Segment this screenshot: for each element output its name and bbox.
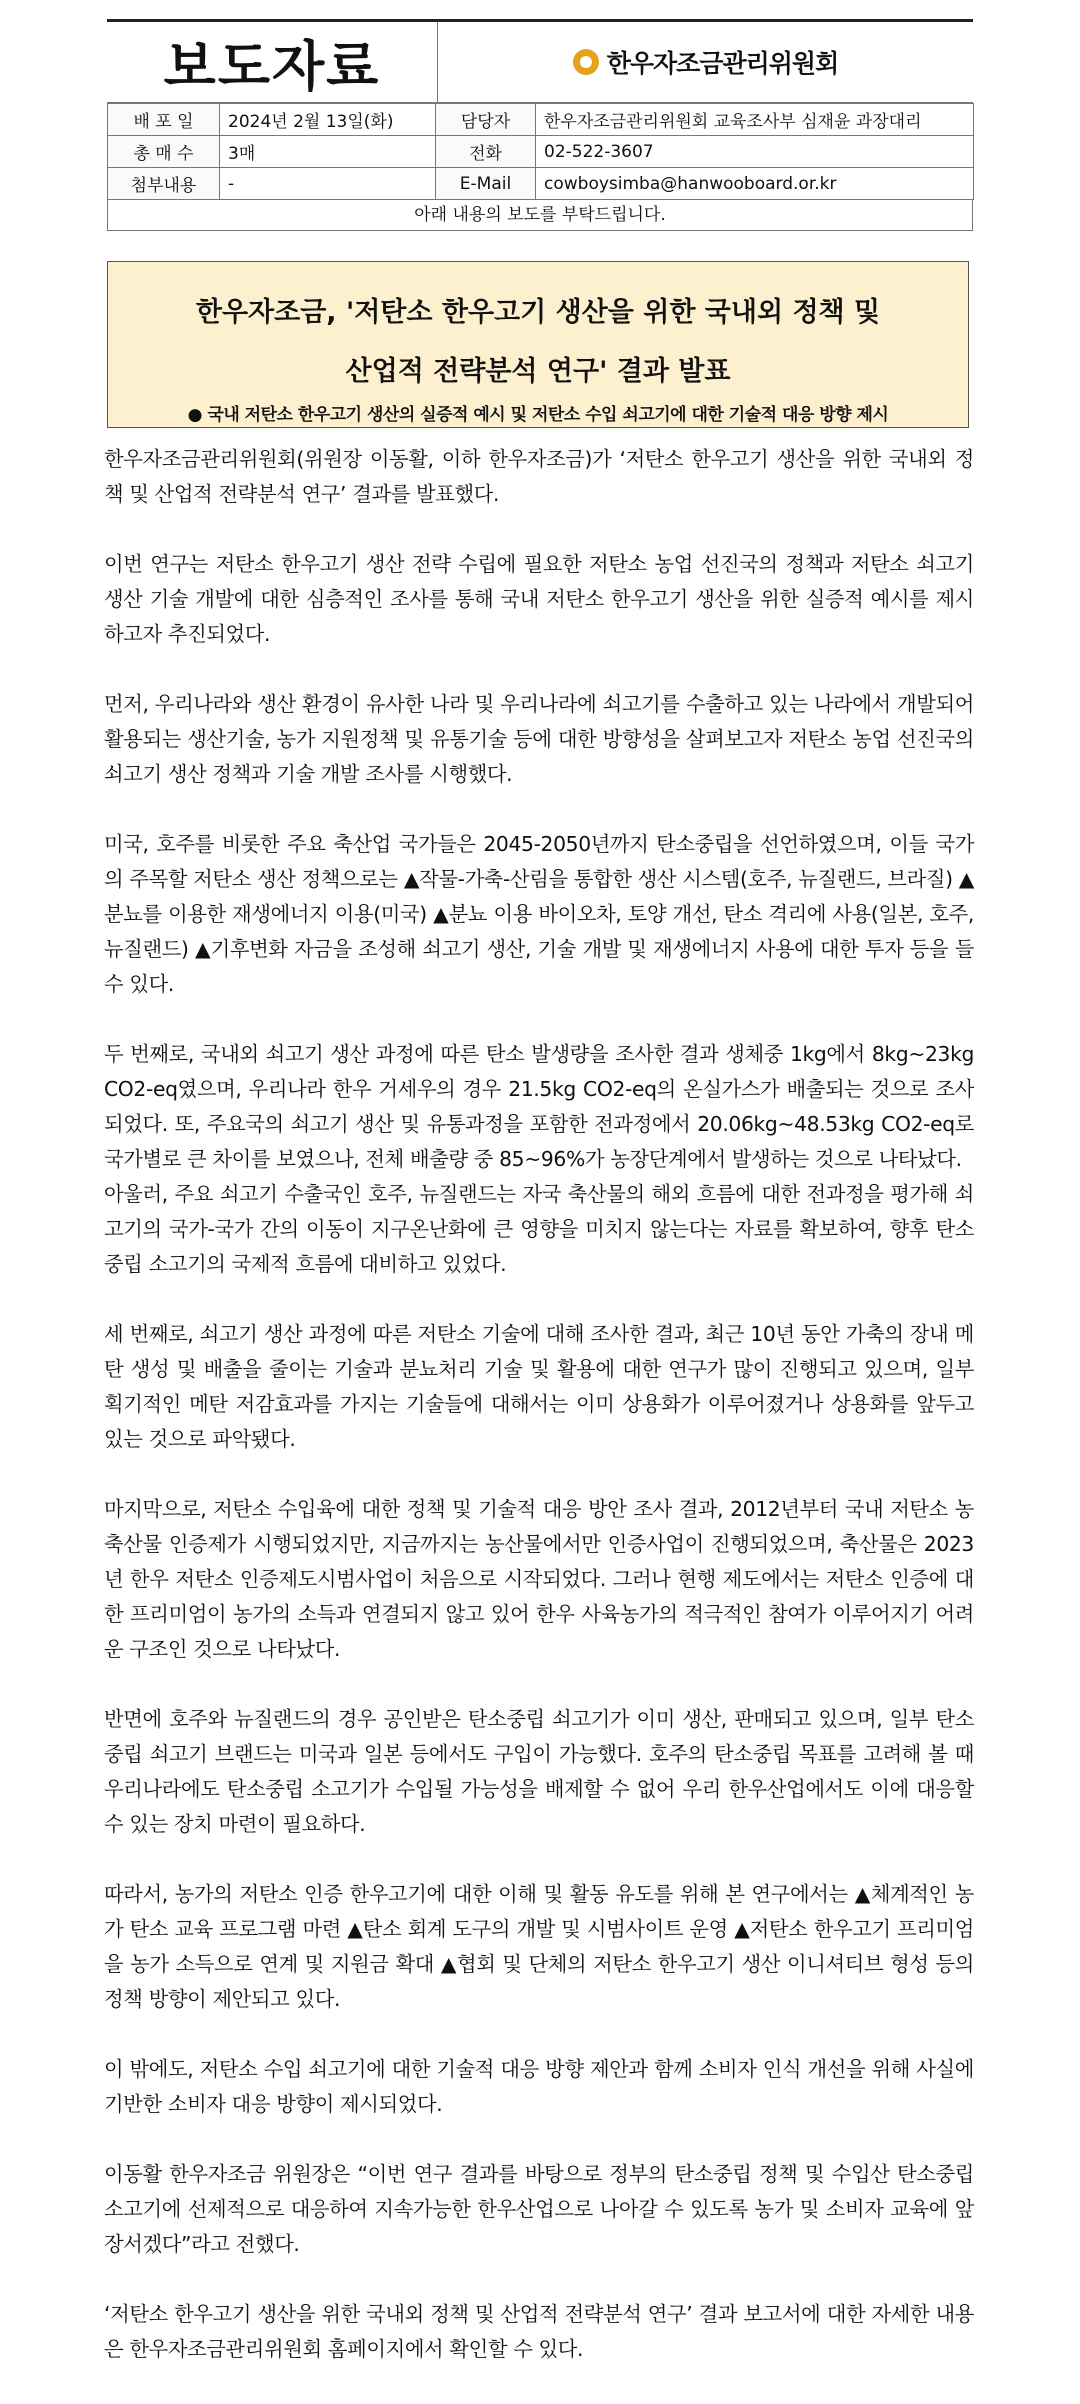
paragraph: 따라서, 농가의 저탄소 인증 한우고기에 대한 이해 및 활동 유도를 위해 본 연구에서는 ▲체계적인 농가 탄소 교육 프로그램 마련 ▲탄소 회계 도구의 개발 및 시범사이트 운영 ▲저탄소 한우고기 프리미엄을 농가 소득으로 연계 및 지원금 확대 ▲협회 및 단체의 저탄소 한우고기 생산 이니셔티브 형성 등의 정책 방향이 제안되고 있다.: [104, 1882, 974, 2011]
label-release-date: 배 포 일: [108, 104, 220, 136]
info-row-pages: [108, 136, 974, 168]
paragraph: 먼저, 우리나라와 생산 환경이 유사한 나라 및 우리나라에 쇠고기를 수출하고 있는 나라에서 개발되어 활용되는 생산기술, 농가 지원정책 및 유통기술 등에 대한 방향성을 살펴보고자 저탄소 농업 선진국의 쇠고기 생산 정책과 기술 개발 조사를 시행했다.: [104, 692, 974, 786]
label-phone: 전화: [436, 136, 536, 168]
value-contact-person: 한우자조금관리위원회 교육조사부 심재윤 과장대리: [536, 104, 974, 136]
headline-line-1: 한우자조금, '저탄소 한우고기 생산을 위한 국내외 정책 및: [195, 297, 881, 328]
paragraph: 한우자조금관리위원회(위원장 이동활, 이하 한우자조금)가 ‘저탄소 한우고기 생산을 위한 국내외 정책 및 산업적 전략분석 연구’ 결과를 발표했다.: [104, 447, 974, 506]
paragraph: 두 번째로, 국내외 쇠고기 생산 과정에 따른 탄소 발생량을 조사한 결과 생체중 1kg에서 8kg~23kg CO2-eq였으며, 우리나라 한우 거세우의 경우 21.5kg CO2-eq의 온실가스가 배출되는 것으로 조사되었다. 또, 주요국의 쇠고기 생산 및 유통과정을 포함한 전과정에서 20.06kg~48.53kg CO2-eq로 국가별로 큰 차이를 보였으나, 전체 배출량 중 85~96%가 농장단계에서 발생하는 것으로 나타났다.: [104, 1042, 974, 1171]
article-body: [104, 442, 974, 2402]
value-release-date: 2024년 2월 13일(화): [220, 104, 436, 136]
info-row-date: [108, 104, 974, 136]
release-info-table: [107, 103, 974, 200]
paragraph: ‘저탄소 한우고기 생산을 위한 국내외 정책 및 산업적 전략분석 연구’ 결과 보고서에 대한 자세한 내용은 한우자조금관리위원회 홈페이지에서 확인할 수 있다.: [104, 2302, 974, 2361]
headline-box: [107, 261, 969, 428]
org-logo: [438, 22, 973, 102]
value-email[interactable]: cowboysimba@hanwooboard.or.kr: [536, 168, 974, 200]
hanwoo-logo-icon: [573, 49, 599, 75]
label-page-count: 총 매 수: [108, 136, 220, 168]
value-phone: 02-522-3607: [536, 136, 974, 168]
header-top-row: [107, 22, 973, 103]
paragraph: 반면에 호주와 뉴질랜드의 경우 공인받은 탄소중립 쇠고기가 이미 생산, 판매되고 있으며, 일부 탄소중립 쇠고기 브랜드는 미국과 일본 등에서도 구입이 가능했다. 호주의 탄소중립 목표를 고려해 볼 때 우리나라에도 탄소중립 소고기가 수입될 가능성을 배제할 수 없어 우리 한우산업에서도 이에 대응할 수 있는 장치 마련이 필요하다.: [104, 1707, 974, 1836]
paragraph: 아울러, 주요 쇠고기 수출국인 호주, 뉴질랜드는 자국 축산물의 해외 흐름에 대한 전과정을 평가해 쇠고기의 국가-국가 간의 이동이 지구온난화에 큰 영향을 미치지 않는다는 자료를 확보하여, 향후 탄소중립 소고기의 국제적 흐름에 대비하고 있었다.: [104, 1182, 974, 1276]
paragraph: 마지막으로, 저탄소 수입육에 대한 정책 및 기술적 대응 방안 조사 결과, 2012년부터 국내 저탄소 농축산물 인증제가 시행되었지만, 지금까지는 농산물에서만 인증사업이 진행되었으며, 축산물은 2023년 한우 저탄소 인증제도시범사업이 처음으로 시작되었다. 그러나 현행 제도에서는 저탄소 인증에 대한 프리미엄이 농가의 소득과 연결되지 않고 있어 한우 사육농가의 적극적인 참여가 이루어지기 어려운 구조인 것으로 나타났다.: [104, 1497, 974, 1661]
paragraph: 이동활 한우자조금 위원장은 “이번 연구 결과를 바탕으로 정부의 탄소중립 정책 및 수입산 탄소중립 소고기에 선제적으로 대응하여 지속가능한 한우산업으로 나아갈 수 있도록 농가 및 소비자 교육에 앞장서겠다”라고 전했다.: [104, 2162, 974, 2256]
label-attachment: 첨부내용: [108, 168, 220, 200]
value-page-count: 3매: [220, 136, 436, 168]
info-row-attachment: [108, 168, 974, 200]
paragraph: 이번 연구는 저탄소 한우고기 생산 전략 수립에 필요한 저탄소 농업 선진국의 정책과 저탄소 쇠고기 생산 기술 개발에 대한 심층적인 조사를 통해 국내 저탄소 한우고기 생산을 위한 실증적 예시를 제시하고자 추진되었다.: [104, 552, 974, 646]
subheadline: ● 국내 저탄소 한우고기 생산의 실증적 예시 및 저탄소 수입 쇠고기에 대한 기술적 대응 방향 제시: [187, 405, 889, 425]
press-release-header: [107, 19, 973, 231]
press-release-title: 보도자료: [107, 22, 438, 102]
headline-line-2: 산업적 전략분석 연구' 결과 발표: [345, 356, 731, 387]
value-attachment: -: [220, 168, 436, 200]
paragraph: 이 밖에도, 저탄소 수입 쇠고기에 대한 기술적 대응 방향 제안과 함께 소비자 인식 개선을 위해 사실에 기반한 소비자 대응 방향이 제시되었다.: [104, 2057, 974, 2116]
label-contact-person: 담당자: [436, 104, 536, 136]
coverage-request-line: 아래 내용의 보도를 부탁드립니다.: [107, 200, 973, 231]
org-name: 한우자조금관리위원회: [606, 49, 839, 78]
paragraph: 미국, 호주를 비롯한 주요 축산업 국가들은 2045-2050년까지 탄소중립을 선언하였으며, 이들 국가의 주목할 저탄소 생산 정책으로는 ▲작물-가축-산림을 통합한 생산 시스템(호주, 뉴질랜드, 브라질) ▲분뇨를 이용한 재생에너지 이용(미국) ▲분뇨 이용 바이오차, 토양 개선, 탄소 격리에 사용(일본, 호주, 뉴질랜드) ▲기후변화 자금을 조성해 쇠고기 생산, 기술 개발 및 재생에너지 사용에 대한 투자 등을 들 수 있다.: [104, 832, 975, 996]
paragraph: 세 번째로, 쇠고기 생산 과정에 따른 저탄소 기술에 대해 조사한 결과, 최근 10년 동안 가축의 장내 메탄 생성 및 배출을 줄이는 기술과 분뇨처리 기술 및 활용에 대한 연구가 많이 진행되고 있으며, 일부 획기적인 메탄 저감효과를 가지는 기술들에 대해서는 이미 상용화가 이루어졌거나 상용화를 앞두고 있는 것으로 파악됐다.: [104, 1322, 974, 1451]
label-email: E-Mail: [436, 168, 536, 200]
